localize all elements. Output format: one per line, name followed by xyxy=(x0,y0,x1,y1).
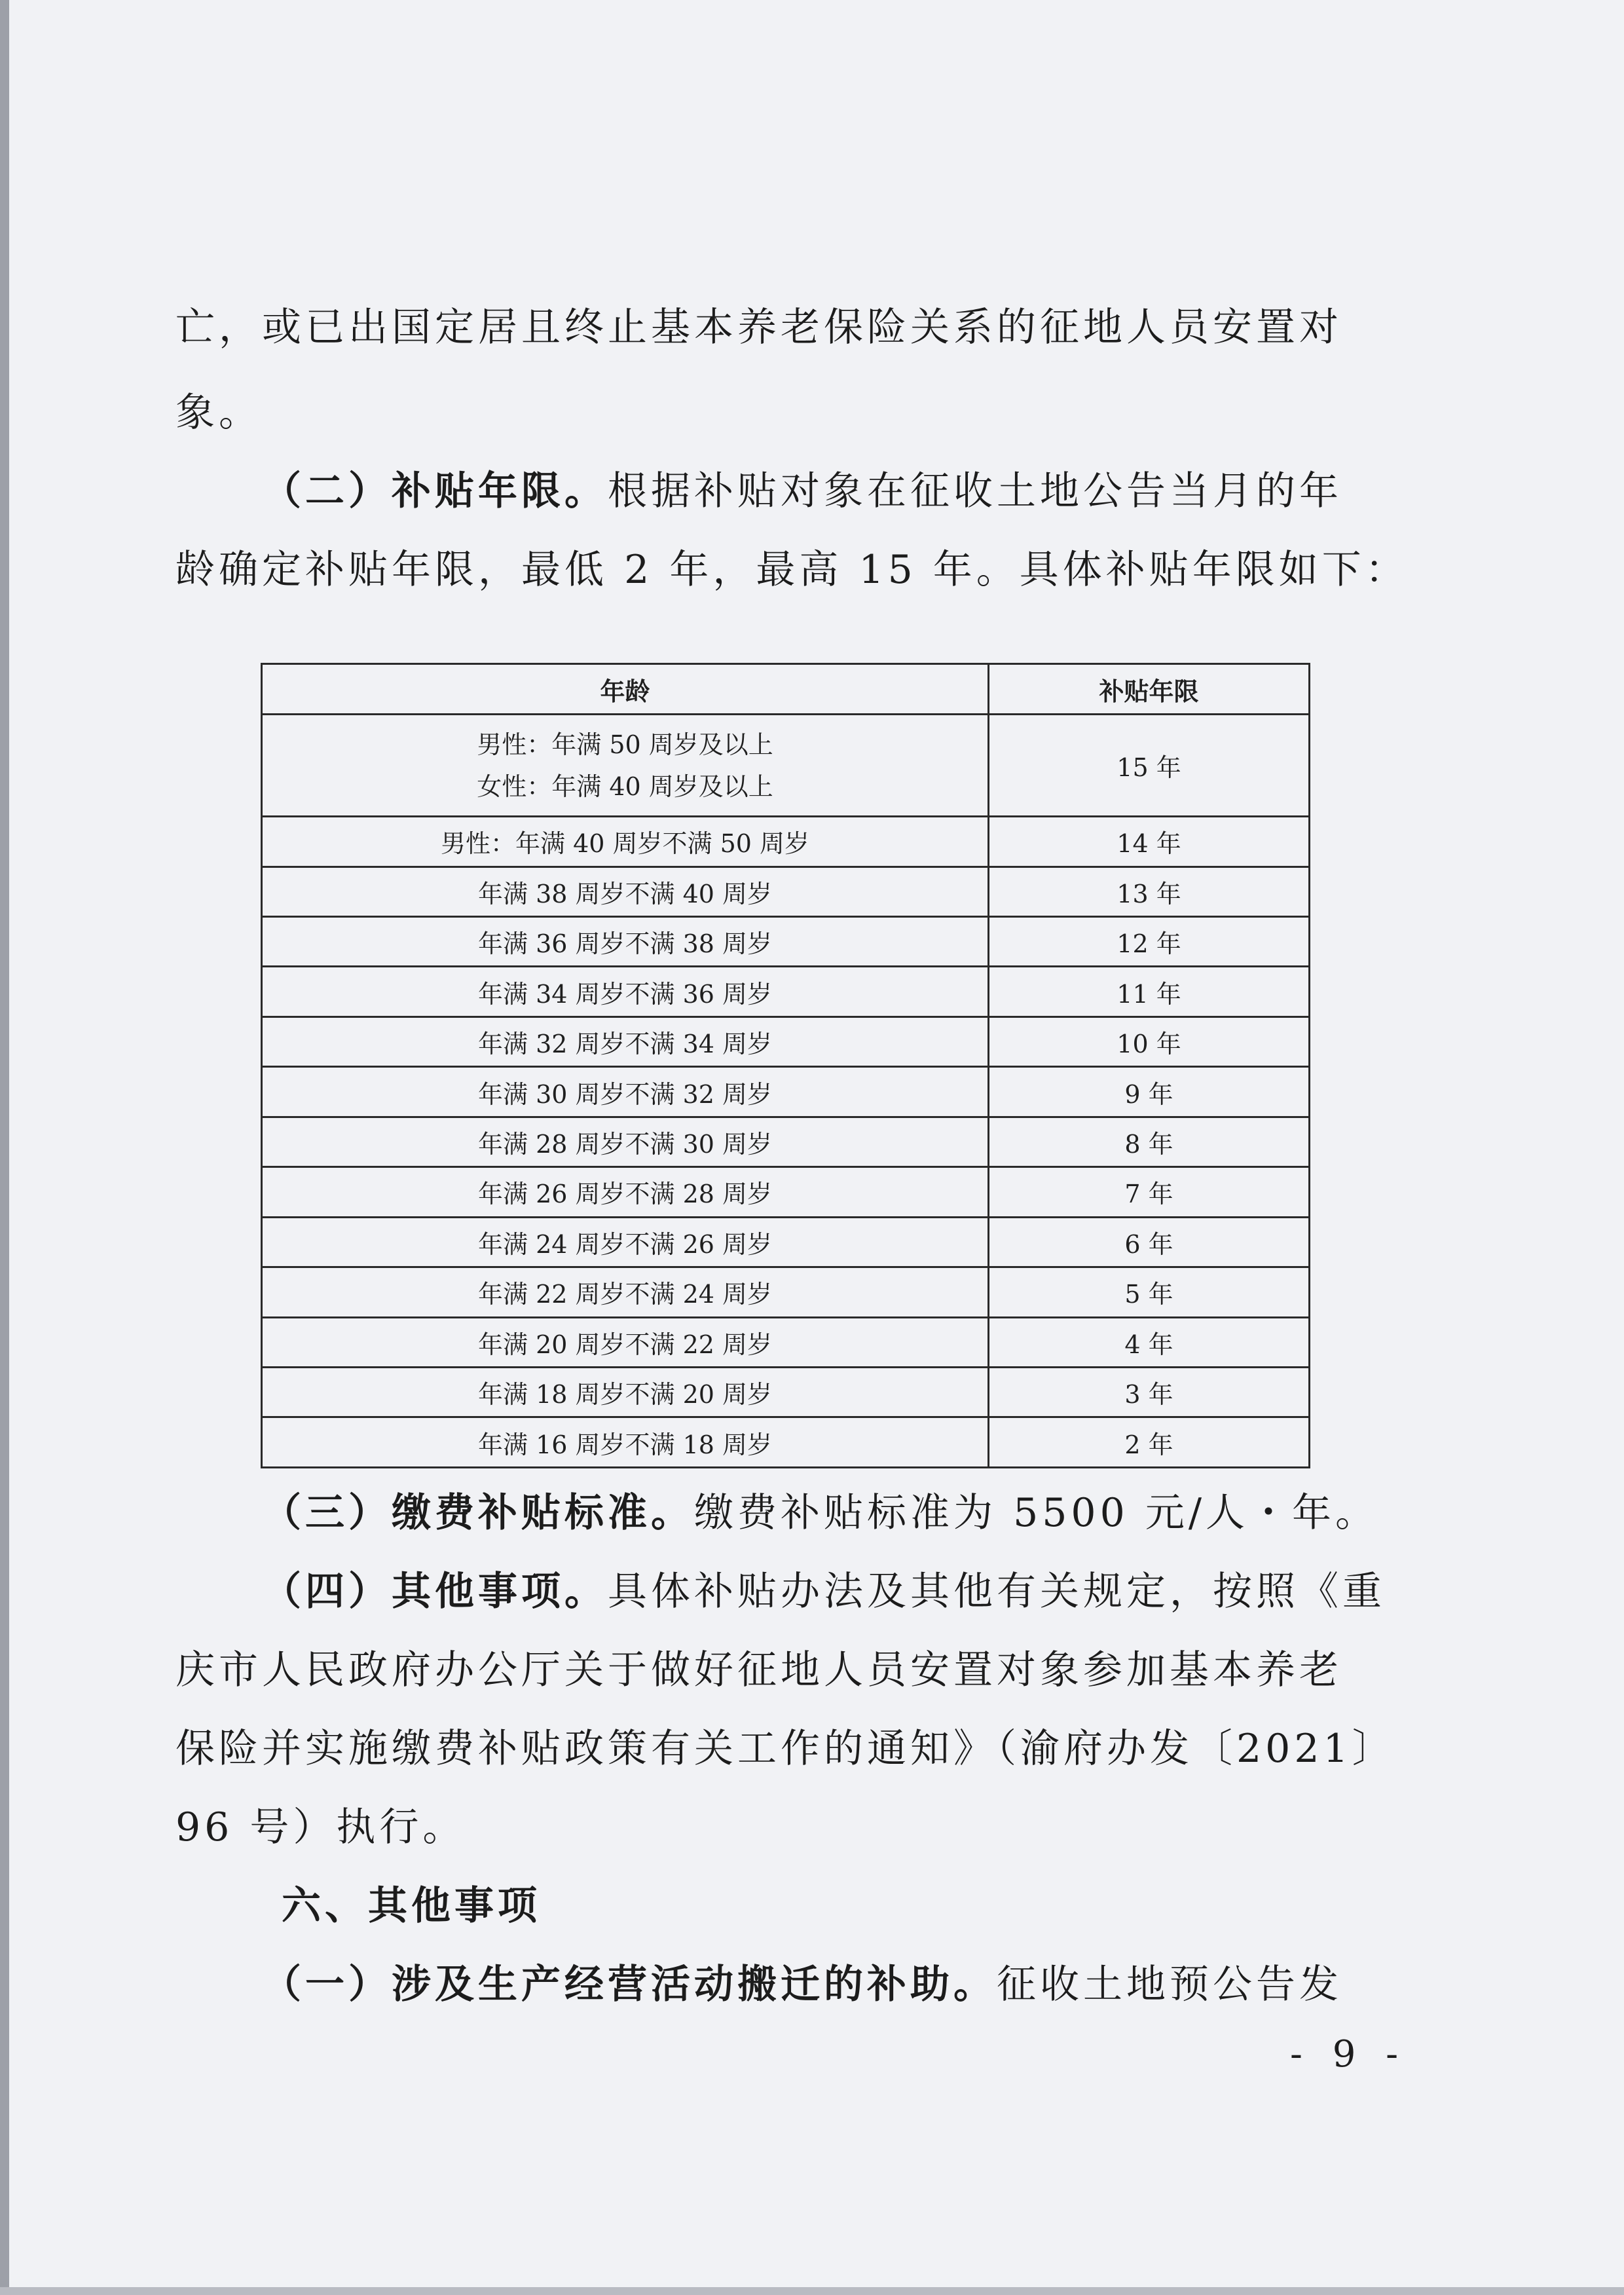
section-other-matters-heading: （四）其他事项。 xyxy=(262,1569,608,1614)
page-number: - 9 - xyxy=(1290,2033,1408,2076)
age-cell: 年满 16 周岁不满 18 周岁 xyxy=(262,1417,989,1468)
age-line-male: 男性：年满 50 周岁及以上 xyxy=(477,730,773,759)
age-cell: 年满 20 周岁不满 22 周岁 xyxy=(262,1317,989,1367)
years-cell: 13 年 xyxy=(989,867,1310,916)
years-cell: 14 年 xyxy=(989,817,1310,867)
table-row xyxy=(262,1417,1310,1468)
years-cell: 9 年 xyxy=(989,1067,1310,1117)
table-row xyxy=(262,715,1310,817)
table-row xyxy=(262,916,1310,966)
scan-bottom-edge xyxy=(0,2287,1624,2295)
paragraph-line-4: 龄确定补贴年限，最低 2 年，最高 15 年。具体补贴年限如下： xyxy=(175,547,1409,593)
age-cell: 年满 26 周岁不满 28 周岁 xyxy=(262,1167,989,1217)
table-row xyxy=(262,817,1310,867)
table-row xyxy=(262,1217,1310,1267)
section-relocation-subsidy-heading: （一）涉及生产经营活动搬迁的补助。 xyxy=(262,1962,997,2007)
years-cell: 4 年 xyxy=(989,1317,1310,1367)
section-subsidy-years-heading: （二）补贴年限。 xyxy=(262,468,608,514)
years-cell: 15 年 xyxy=(989,715,1310,817)
section-payment-standard-heading: （三）缴费补贴标准。 xyxy=(262,1490,694,1536)
header-age: 年龄 xyxy=(262,664,989,715)
age-cell: 年满 36 周岁不满 38 周岁 xyxy=(262,916,989,966)
table-row xyxy=(262,1117,1310,1166)
table-row xyxy=(262,1267,1310,1317)
section-payment-standard-body: 缴费补贴标准为 5500 元/人・年。 xyxy=(694,1490,1379,1536)
age-cell: 年满 32 周岁不满 34 周岁 xyxy=(262,1017,989,1066)
section-payment-standard xyxy=(262,1482,1378,1538)
section-relocation-subsidy xyxy=(262,1953,1342,2009)
years-cell: 12 年 xyxy=(989,916,1310,966)
age-cell: 年满 28 周岁不满 30 周岁 xyxy=(262,1117,989,1166)
section-other-matters-body: 具体补贴办法及其他有关规定，按照《重 xyxy=(608,1569,1386,1614)
years-cell: 3 年 xyxy=(989,1368,1310,1417)
age-cell: 年满 38 周岁不满 40 周岁 xyxy=(262,867,989,916)
age-cell: 年满 22 周岁不满 24 周岁 xyxy=(262,1267,989,1317)
years-cell: 6 年 xyxy=(989,1217,1310,1267)
paragraph-line-1: 亡，或已出国定居且终止基本养老保险关系的征地人员安置对 xyxy=(175,305,1342,350)
years-cell: 8 年 xyxy=(989,1117,1310,1166)
age-cell: 年满 18 周岁不满 20 周岁 xyxy=(262,1368,989,1417)
years-cell: 5 年 xyxy=(989,1267,1310,1317)
paragraph-line-7: 庆市人民政府办公厅关于做好征地人员安置对象参加基本养老 xyxy=(175,1647,1342,1693)
age-line-female: 女性：年满 40 周岁及以上 xyxy=(477,772,773,801)
years-cell: 7 年 xyxy=(989,1167,1310,1217)
scan-left-edge xyxy=(0,0,9,2295)
table-row xyxy=(262,1017,1310,1066)
header-years: 补贴年限 xyxy=(989,664,1310,715)
section-subsidy-years xyxy=(262,460,1342,516)
paragraph-line-2: 象。 xyxy=(175,390,262,436)
age-cell: 年满 30 周岁不满 32 周岁 xyxy=(262,1067,989,1117)
age-cell: 年满 24 周岁不满 26 周岁 xyxy=(262,1217,989,1267)
table-row xyxy=(262,1317,1310,1367)
subsidy-years-table xyxy=(261,663,1310,1468)
table-row xyxy=(262,1368,1310,1417)
section-other-matters xyxy=(262,1560,1386,1616)
age-cell: 男性：年满 40 周岁不满 50 周岁 xyxy=(262,817,989,867)
section-relocation-subsidy-body: 征收土地预公告发 xyxy=(997,1962,1342,2007)
age-cell xyxy=(262,715,989,817)
table-row xyxy=(262,1067,1310,1117)
years-cell: 11 年 xyxy=(989,967,1310,1017)
years-cell: 10 年 xyxy=(989,1017,1310,1066)
table-row xyxy=(262,867,1310,916)
age-cell: 年满 34 周岁不满 36 周岁 xyxy=(262,967,989,1017)
table-header-row xyxy=(262,664,1310,715)
section-six-heading: 六、其他事项 xyxy=(282,1883,541,1929)
years-cell: 2 年 xyxy=(989,1417,1310,1468)
section-subsidy-years-body: 根据补贴对象在征收土地公告当月的年 xyxy=(608,468,1342,514)
table-row xyxy=(262,1167,1310,1217)
paragraph-line-9: 96 号）执行。 xyxy=(175,1804,466,1850)
paragraph-line-8: 保险并实施缴费补贴政策有关工作的通知》（渝府办发〔2021〕 xyxy=(175,1726,1395,1772)
table-row xyxy=(262,967,1310,1017)
